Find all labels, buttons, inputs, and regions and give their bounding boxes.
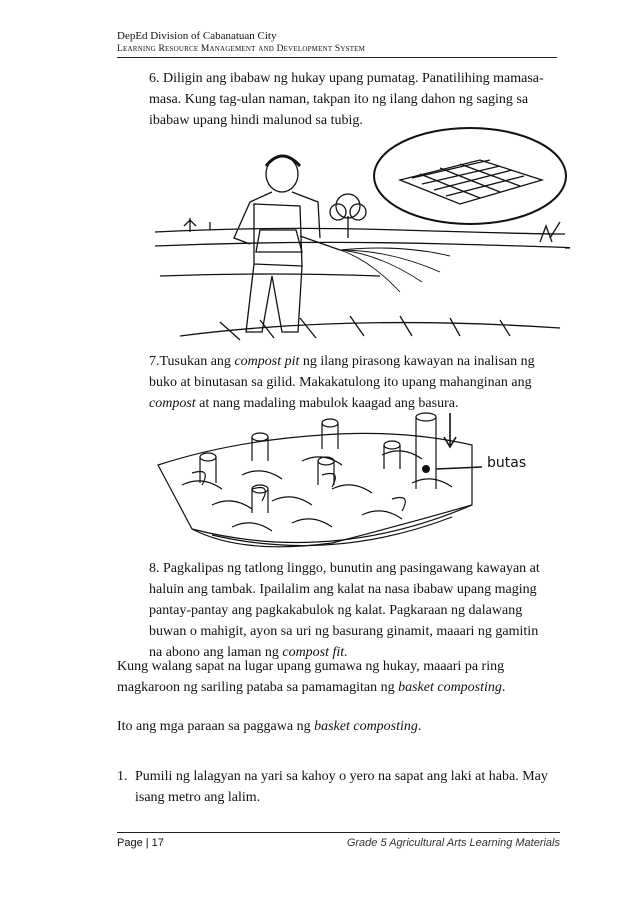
step-8 <box>149 558 559 663</box>
step-6-line2: masa. Kung tag-ulan naman, takpan ito ng ilang dahon ng saging sa <box>149 92 529 107</box>
step-6-line3: ibabaw upang hindi malunod sa tubig. <box>149 113 363 128</box>
methods-heading: Ito ang mga paraan sa paggawa ng basket composting. <box>117 719 422 734</box>
compost-pit-drawing <box>152 405 540 557</box>
intro-line2: magkaroon ng sariling pataba sa pamamagitan ng basket composting. <box>117 680 506 695</box>
step-6 <box>149 68 559 131</box>
step-8-line5: na abono ang laman ng compost fit. <box>149 645 348 660</box>
intro-line1: Kung walang sapat na lugar upang gumawa ng hukay, maaari pa ring <box>117 659 505 674</box>
list-number: 1. <box>117 769 128 784</box>
compost-pit-illustration <box>152 405 540 557</box>
step-7-line1: 7.Tusukan ang compost pit ng ilang pirasong kawayan na inalisan ng <box>149 354 535 369</box>
header-division: DepEd Division of Cabanatuan City <box>117 30 277 42</box>
document-header <box>117 30 557 58</box>
step-7-line2: buko at binutasan sa gilid. Makakatulong ito upang mahanginan ang <box>149 375 532 390</box>
page-footer <box>117 832 560 849</box>
step-6-line1: 6. Diligin ang ibabaw ng hukay upang pumatag. Panatilihing mamasa- <box>149 71 544 86</box>
page-number: Page | 17 <box>117 837 164 849</box>
vent-hole-label: butas <box>487 455 527 471</box>
watering-illustration <box>150 126 570 344</box>
list-item <box>117 766 561 808</box>
step-8-line1: 8. Pagkalipas ng tatlong linggo, bunutin ang pasingawang kawayan at <box>149 561 540 576</box>
step-8-line4: buwan o mahigit, ayon sa uri ng basurang ginamit, maaari ng gamitin <box>149 624 539 639</box>
header-system: Learning Resource Management and Development System <box>117 43 557 58</box>
step-8-line2: haluin ang tambak. Ipailalim ang kalat na nasa ibabaw upang maging <box>149 582 537 597</box>
list-item-line2: isang metro ang lalim. <box>135 790 261 805</box>
list-item-line1: Pumili ng lalagyan na yari sa kahoy o yero na sapat ang laki at haba. May <box>135 769 548 784</box>
step-7-line3: compost at nang madaling mabulok kaagad ang basura. <box>149 396 459 411</box>
footer-title: Grade 5 Agricultural Arts Learning Materials <box>346 837 560 849</box>
basket-composting-intro <box>117 656 561 698</box>
step-8-line3: pantay-pantay ang pagkakabulok ng kalat. Pagkaraan ng dalawang <box>149 603 523 618</box>
